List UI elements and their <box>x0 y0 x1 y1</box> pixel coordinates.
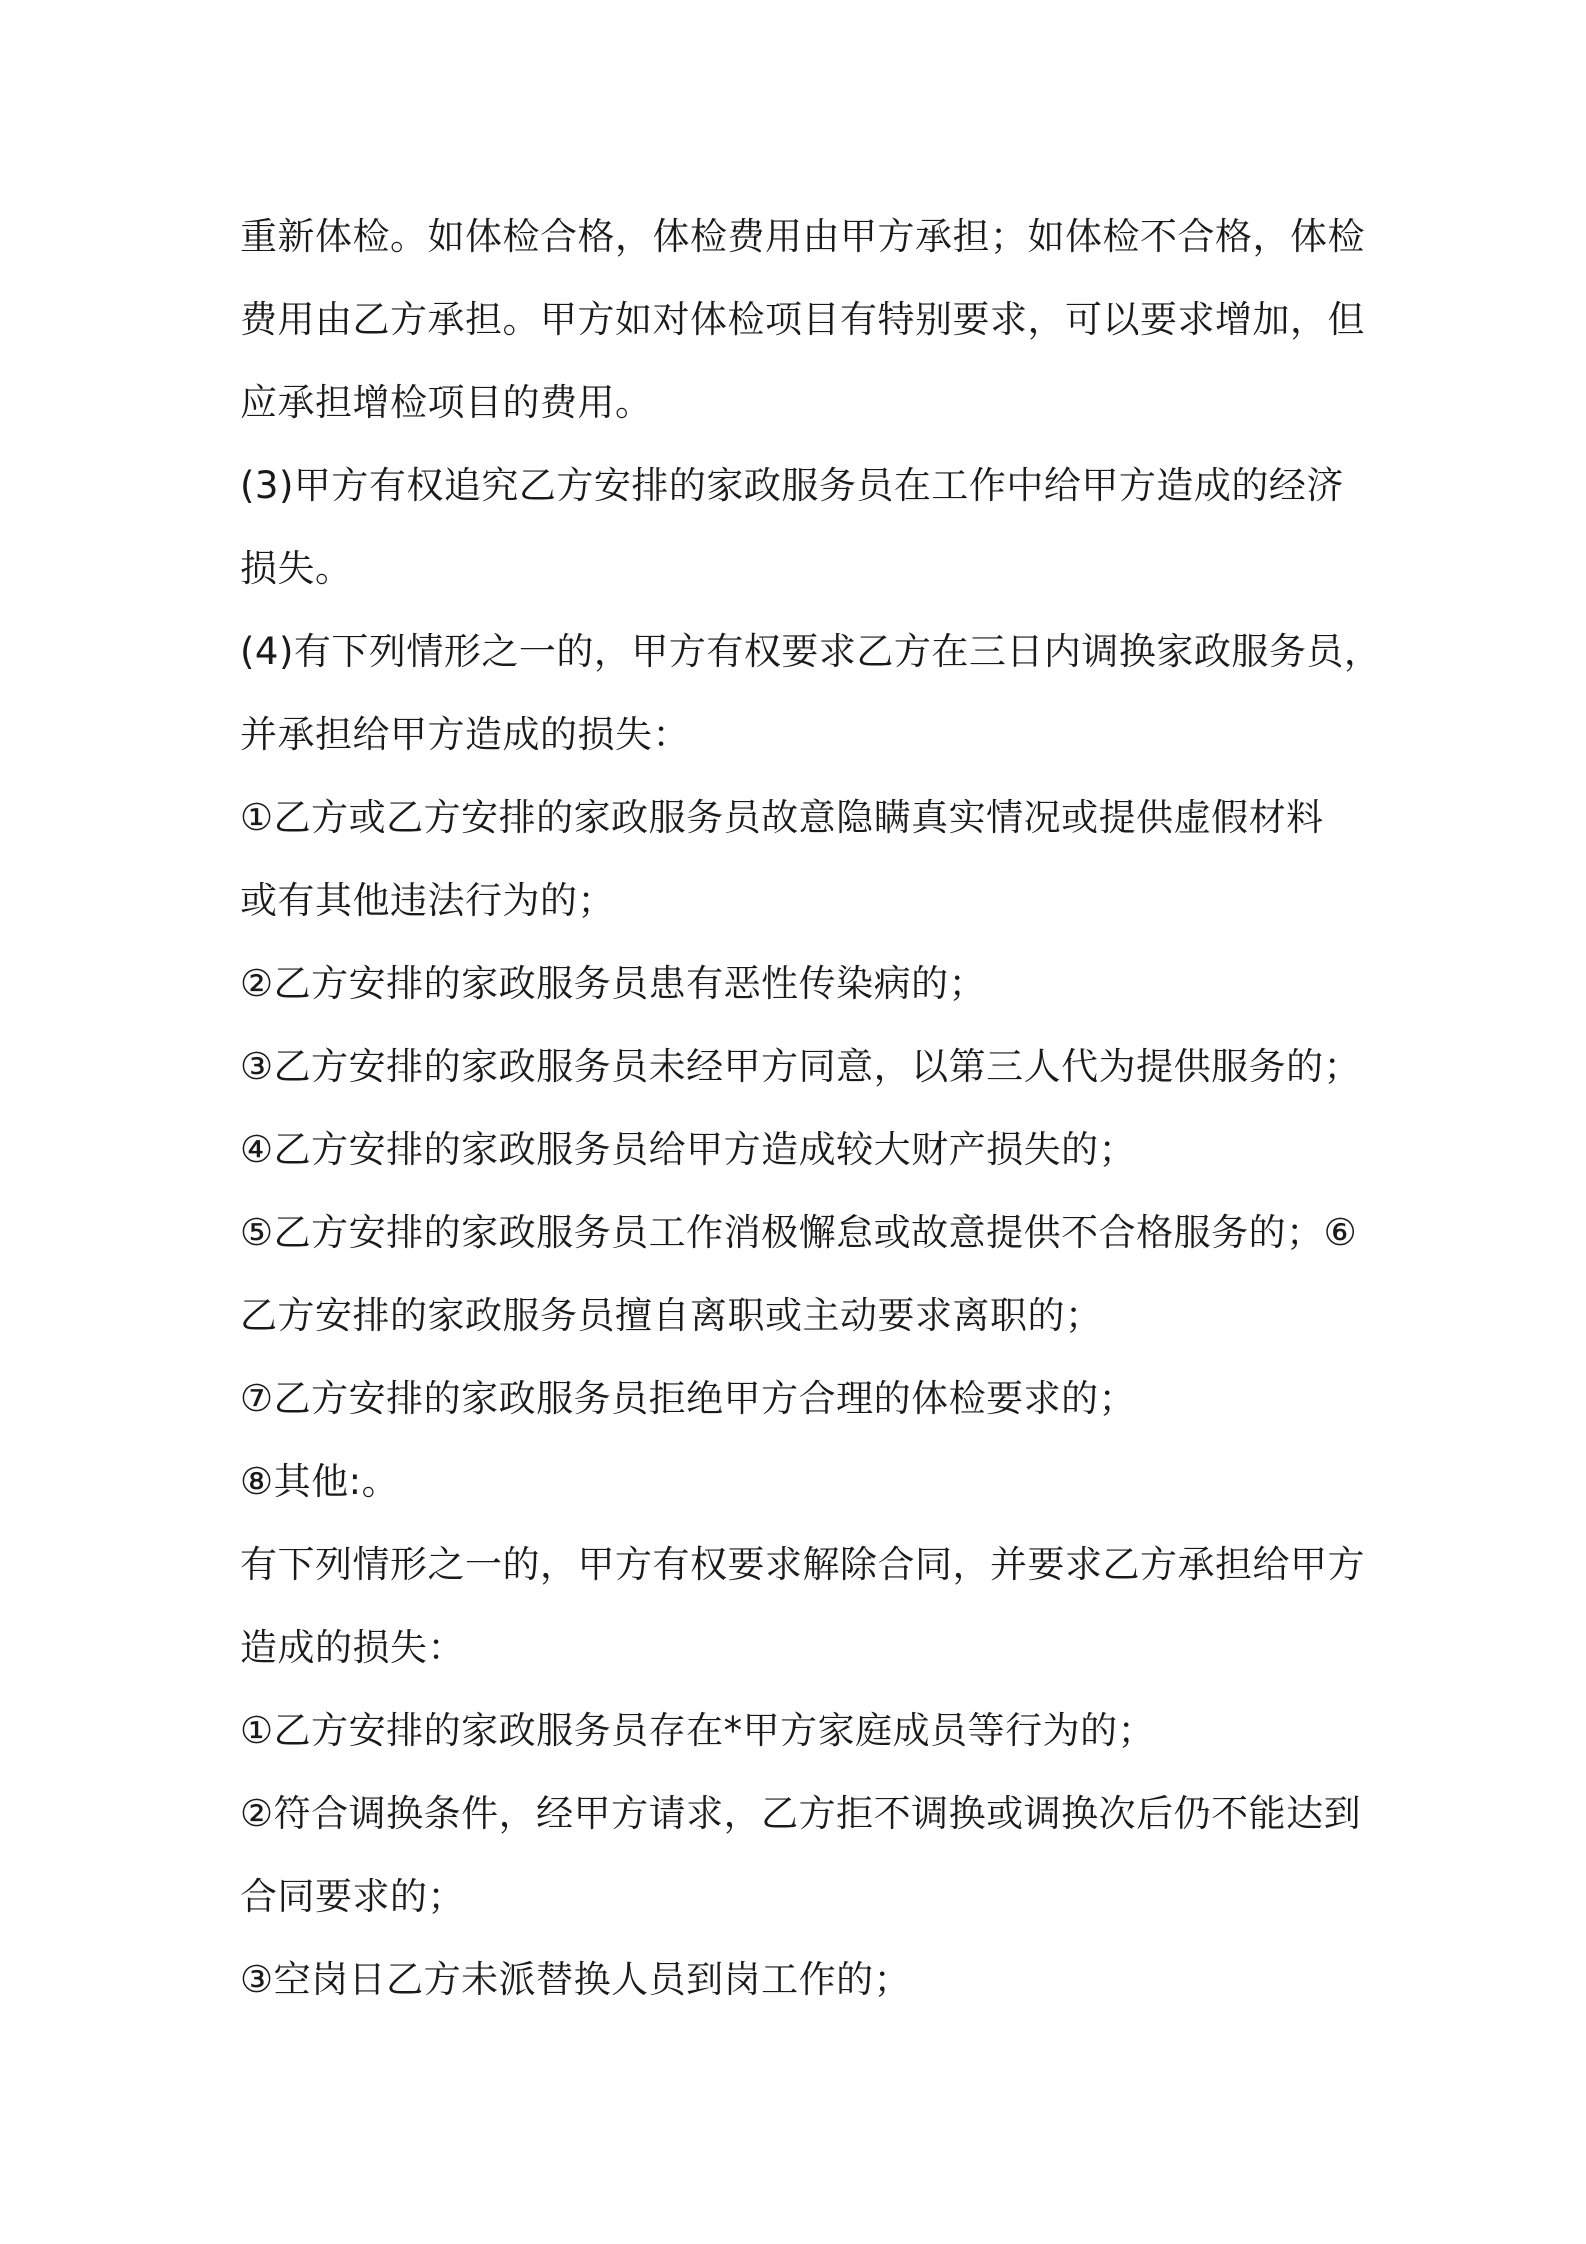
text-line-11: ③乙方安排的家政服务员未经甲方同意，以第三人代为提供服务的； <box>240 1045 1362 1088</box>
text-line-3: 应承担增检项目的费用。 <box>240 381 653 424</box>
text-line-10: ②乙方安排的家政服务员患有恶性传染病的； <box>240 962 987 1005</box>
text-line-19: ①乙方安排的家政服务员存在*甲方家庭成员等行为的； <box>240 1709 1156 1752</box>
text-line-16: ⑧其他:。 <box>240 1460 400 1503</box>
text-line-4: (3)甲方有权追究乙方安排的家政服务员在工作中给甲方造成的经济 <box>240 464 1344 507</box>
text-line-17: 有下列情形之一的，甲方有权要求解除合同，并要求乙方承担给甲方 <box>240 1543 1365 1586</box>
text-line-13: ⑤乙方安排的家政服务员工作消极懈怠或故意提供不合格服务的；⑥ <box>240 1211 1358 1254</box>
text-line-14: 乙方安排的家政服务员擅自离职或主动要求离职的； <box>240 1294 1103 1337</box>
text-line-6: (4)有下列情形之一的，甲方有权要求乙方在三日内调换家政服务员， <box>240 630 1382 673</box>
text-line-8: ①乙方或乙方安排的家政服务员故意隐瞒真实情况或提供虚假材料 <box>240 796 1324 839</box>
text-line-20: ②符合调换条件，经甲方请求，乙方拒不调换或调换次后仍不能达到 <box>240 1792 1362 1835</box>
text-line-21: 合同要求的； <box>240 1875 465 1918</box>
text-line-22: ③空岗日乙方未派替换人员到岗工作的； <box>240 1958 912 2001</box>
text-line-7: 并承担给甲方造成的损失： <box>240 713 690 756</box>
text-line-1: 重新体检。如体检合格，体检费用由甲方承担；如体检不合格，体检 <box>240 215 1365 258</box>
text-line-9: 或有其他违法行为的； <box>240 879 615 922</box>
text-line-2: 费用由乙方承担。甲方如对体检项目有特别要求，可以要求增加，但 <box>240 298 1365 341</box>
contract-text-body <box>240 195 1382 2021</box>
text-line-18: 造成的损失： <box>240 1626 465 1669</box>
text-line-12: ④乙方安排的家政服务员给甲方造成较大财产损失的； <box>240 1128 1137 1171</box>
text-line-5: 损失。 <box>240 547 353 590</box>
text-line-15: ⑦乙方安排的家政服务员拒绝甲方合理的体检要求的； <box>240 1377 1137 1420</box>
